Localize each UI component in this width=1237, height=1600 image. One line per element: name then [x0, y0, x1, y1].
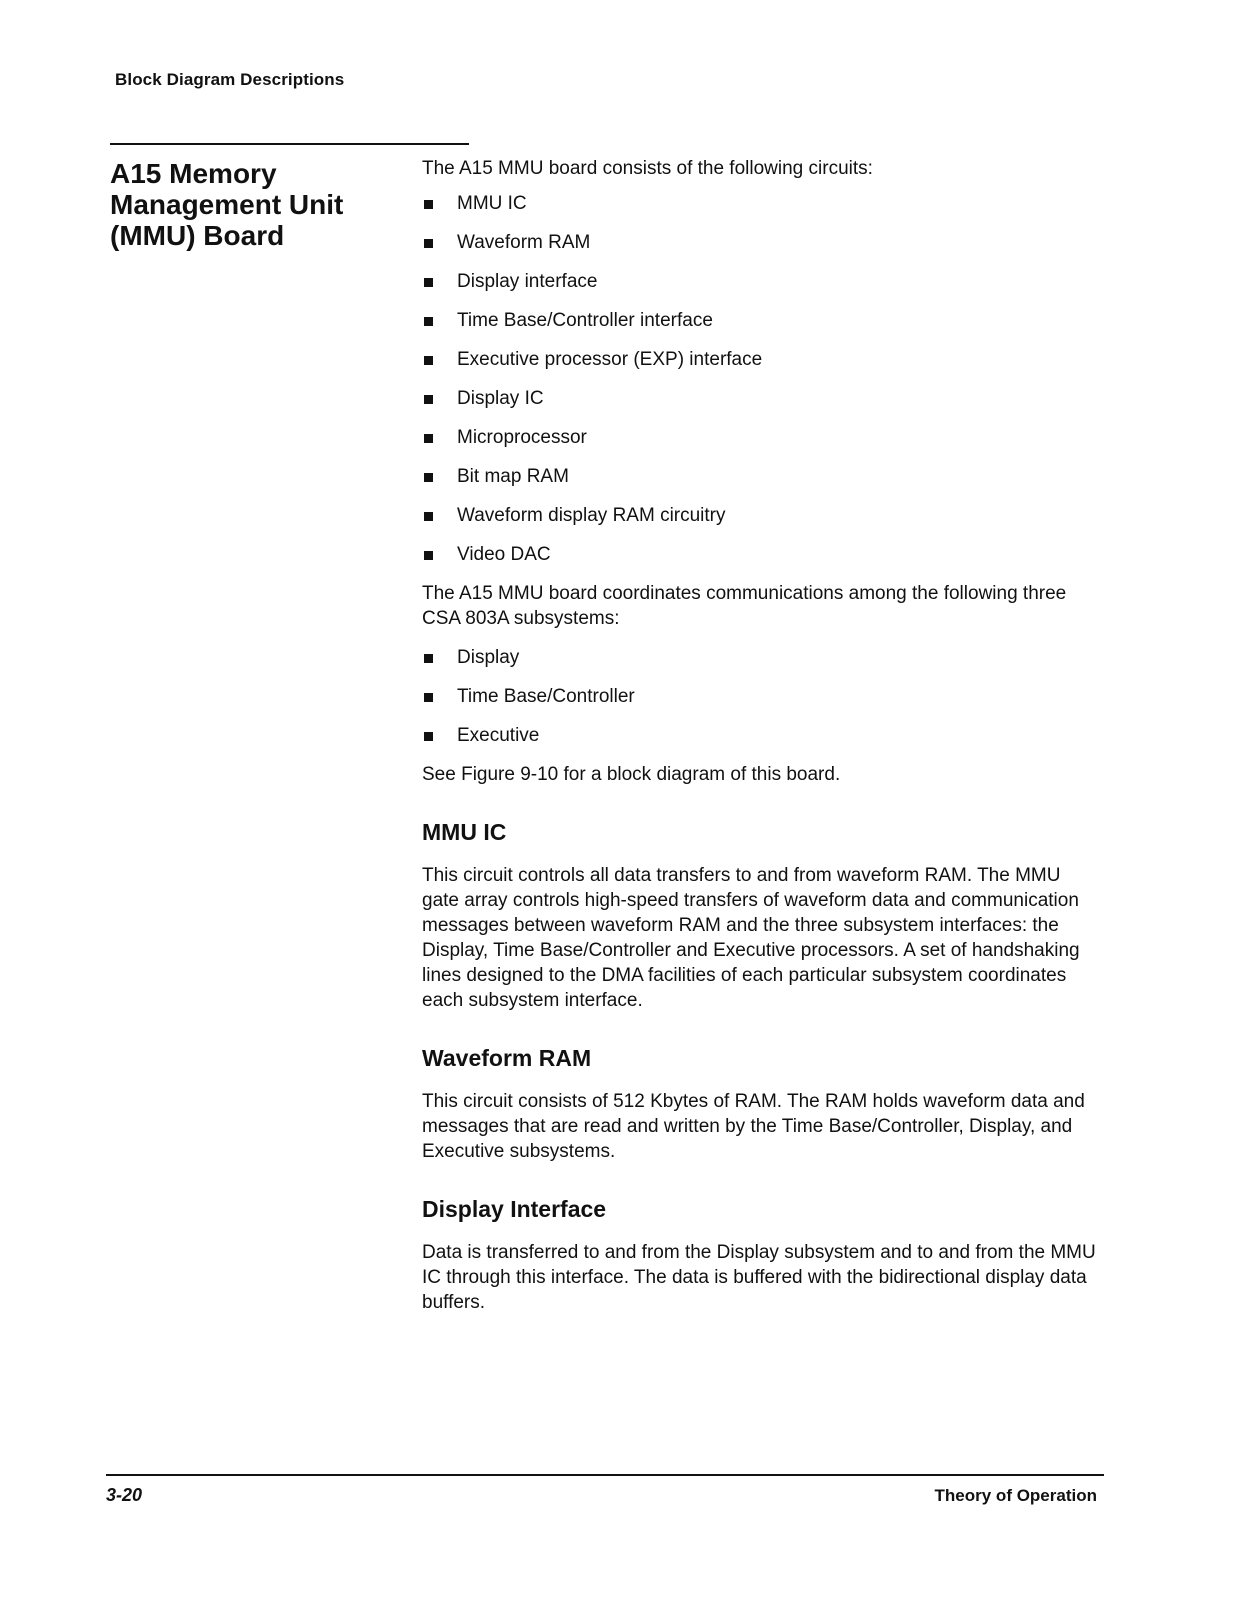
- square-bullet-icon: [424, 278, 433, 287]
- list-item: [422, 425, 1102, 450]
- list-item-label: Display interface: [457, 271, 598, 292]
- subsystem-list: [422, 645, 1102, 748]
- list-item-label: Executive processor (EXP) interface: [457, 349, 763, 370]
- section-title: A15 Memory Management Unit (MMU) Board: [110, 158, 344, 251]
- list-item-label: Waveform display RAM circuitry: [457, 505, 726, 526]
- page-number: 3-20: [106, 1485, 143, 1505]
- list-item: [422, 230, 1102, 255]
- list-item: [422, 645, 1102, 670]
- running-head: Block Diagram Descriptions: [115, 70, 345, 89]
- footer-rule: [106, 1474, 1104, 1476]
- subsection-heading: Waveform RAM: [422, 1045, 592, 1071]
- list-item-label: Display IC: [457, 388, 544, 409]
- list-item: [422, 308, 1102, 333]
- square-bullet-icon: [424, 512, 433, 521]
- list-item: [422, 684, 1102, 709]
- list-item: [422, 723, 1102, 748]
- list-item-label: Time Base/Controller interface: [457, 310, 713, 331]
- subsection-heading: Display Interface: [422, 1196, 607, 1222]
- list-item: [422, 464, 1102, 489]
- circuit-list: [422, 191, 1102, 567]
- subsection-body: This circuit consists of 512 Kbytes of RAM. The RAM holds waveform data and messages that are read and written by the Time Base/Controller, Display, and Executive subsystems.: [422, 1091, 1085, 1162]
- coordinates-paragraph: The A15 MMU board coordinates communications among the following three CSA 803A subsystems:: [422, 583, 1067, 629]
- square-bullet-icon: [424, 356, 433, 365]
- list-item-label: Display: [457, 647, 520, 668]
- list-item-label: MMU IC: [457, 193, 527, 214]
- square-bullet-icon: [424, 551, 433, 560]
- main-content: [422, 156, 1102, 1315]
- square-bullet-icon: [424, 317, 433, 326]
- list-item-label: Video DAC: [457, 544, 551, 565]
- square-bullet-icon: [424, 239, 433, 248]
- section-rule: [110, 143, 469, 145]
- subsection-body: Data is transferred to and from the Display subsystem and to and from the MMU IC through this interface. The data is buffered with the bidirectional display data buffers.: [422, 1242, 1096, 1313]
- list-item-label: Bit map RAM: [457, 466, 569, 487]
- square-bullet-icon: [424, 395, 433, 404]
- intro-paragraph: The A15 MMU board consists of the following circuits:: [422, 158, 873, 179]
- subsection-heading: MMU IC: [422, 819, 507, 845]
- list-item: [422, 191, 1102, 216]
- list-item: [422, 347, 1102, 372]
- list-item-label: Time Base/Controller: [457, 686, 635, 707]
- square-bullet-icon: [424, 732, 433, 741]
- subsection-body: This circuit controls all data transfers to and from waveform RAM. The MMU gate array controls high-speed transfers of waveform data and communication messages between waveform RAM and the three subsystem interfaces: the Display, Time Base/Controller and Executive processors. A set of handshaking lines designed to the DMA facilities of each particular subsystem coordinates each subsystem interface.: [422, 865, 1080, 1011]
- square-bullet-icon: [424, 654, 433, 663]
- square-bullet-icon: [424, 473, 433, 482]
- list-item: [422, 503, 1102, 528]
- list-item: [422, 542, 1102, 567]
- list-item-label: Waveform RAM: [457, 232, 591, 253]
- list-item: [422, 386, 1102, 411]
- square-bullet-icon: [424, 434, 433, 443]
- square-bullet-icon: [424, 200, 433, 209]
- figure-reference: See Figure 9-10 for a block diagram of this board.: [422, 764, 841, 785]
- list-item: [422, 269, 1102, 294]
- list-item-label: Microprocessor: [457, 427, 587, 448]
- footer-book-title: Theory of Operation: [934, 1486, 1097, 1505]
- square-bullet-icon: [424, 693, 433, 702]
- list-item-label: Executive: [457, 725, 540, 746]
